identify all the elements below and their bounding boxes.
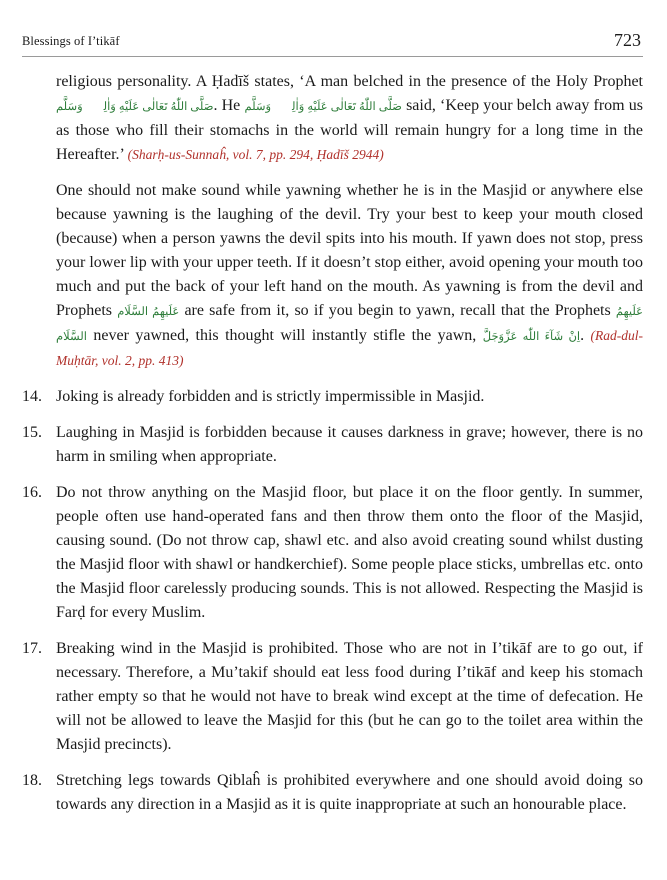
salawat-honorific: صَلَّى اللّٰهُ تَعَالٰى عَلَيْهِ وَاٰلِهٖ وَسَلَّم: [244, 101, 402, 113]
paragraph-text: said, ‘Keep your belch away from us as those who fill their stomachs in the world will remain hungry for a long time in the Hereafter.’: [56, 97, 643, 163]
paragraph-text: One should not make sound while yawning whether he is in the Masjid or anywhere else because yawning is the laughing of the devil. Try your best to keep your mouth closed (because) when a person yawns the devil spits into his mouth. If yawn does not stop, press your lower lip with your upper teeth. If it doesn’t stop either, avoid opening your mouth too much and put the back of your left hand on the mouth. As yawning is from the devil and Prophets: [56, 182, 643, 319]
page-body: [22, 70, 643, 829]
reference-citation: (Sharḥ-us-Sunnaĥ, vol. 7, pp. 294, Ḥadīš 2944): [127, 147, 384, 162]
page-header: [22, 30, 643, 57]
item-number: 16.: [22, 484, 42, 501]
list-item: [22, 637, 643, 757]
item-number: 18.: [22, 772, 42, 789]
item-text: Do not throw anything on the Masjid floor, but place it on the floor gently. In summer, people often use hand-operated fans and then throw them onto the floor of the Masjid, causing sound. (Do not throw cap, shawl etc. and also avoid creating sound whilst dusting the Masjid floor with shawl or handkerchief). Some people place sticks, umbrellas etc. onto the Masjid floor carelessly producing sounds. This is not allowed. Respecting the Masjid is Farḍ for every Muslim.: [56, 484, 643, 621]
insha-allah-honorific: اِنْ شَآءَ اللّٰه عَزَّوَجَلَّ: [482, 331, 581, 343]
running-title: Blessings of I’tikāf: [22, 34, 120, 48]
list-item: [22, 421, 643, 469]
item-text: Laughing in Masjid is forbidden because it causes darkness in grave; however, there is no harm in smiling when appropriate.: [56, 424, 643, 465]
item-text: Joking is already forbidden and is strictly impermissible in Masjid.: [56, 388, 485, 405]
continued-paragraphs: [56, 70, 643, 373]
paragraph-text: are safe from it, so if you begin to yawn, recall that the Prophets: [179, 302, 616, 319]
paragraph-text: . He: [213, 97, 245, 114]
list-item: [22, 769, 643, 817]
paragraph-hadith-belch: [56, 70, 643, 167]
paragraph-text: .: [580, 327, 591, 344]
alayhim-salam-honorific: عَلَيهِمُ السَّلَام: [117, 306, 180, 318]
salawat-honorific: صَلَّى اللّٰهُ تَعَالٰى عَلَيْهِ وَاٰلِهٖ وَسَلَّم: [56, 101, 214, 113]
reference-citation: (Rad-dul-Muḥtār, vol. 2, pp. 413): [56, 328, 644, 368]
list-item: [22, 481, 643, 625]
item-number: 15.: [22, 424, 42, 441]
alayhim-salam-honorific: عَلَيهِمُ السَّلَام: [56, 306, 644, 343]
paragraph-text: never yawned, this thought will instantly stifle the yawn,: [86, 327, 483, 344]
item-text: Breaking wind in the Masjid is prohibited. Those who are not in I’tikāf are to go out, if necessary. Therefore, a Mu’takif should eat less food during I’tikāf and keep his stomach rather empty so that he would not have to break wind except at the time of defecation. He will not be allowed to leave the Masjid for this (but he can go to the toilet area within the Masjid precincts).: [56, 640, 643, 753]
paragraph-text: religious personality. A Ḥadīš states, ‘A man belched in the presence of the Holy Prophet: [56, 73, 643, 90]
item-text: Stretching legs towards Qiblaĥ is prohibited everywhere and one should avoid doing so towards any direction in a Masjid as it is quite inappropriate at such an honourable place.: [56, 772, 643, 813]
item-number: 14.: [22, 388, 42, 405]
page-number: 723: [614, 30, 641, 50]
paragraph-yawning: [56, 179, 643, 373]
list-item: [22, 385, 643, 409]
item-number: 17.: [22, 640, 42, 657]
